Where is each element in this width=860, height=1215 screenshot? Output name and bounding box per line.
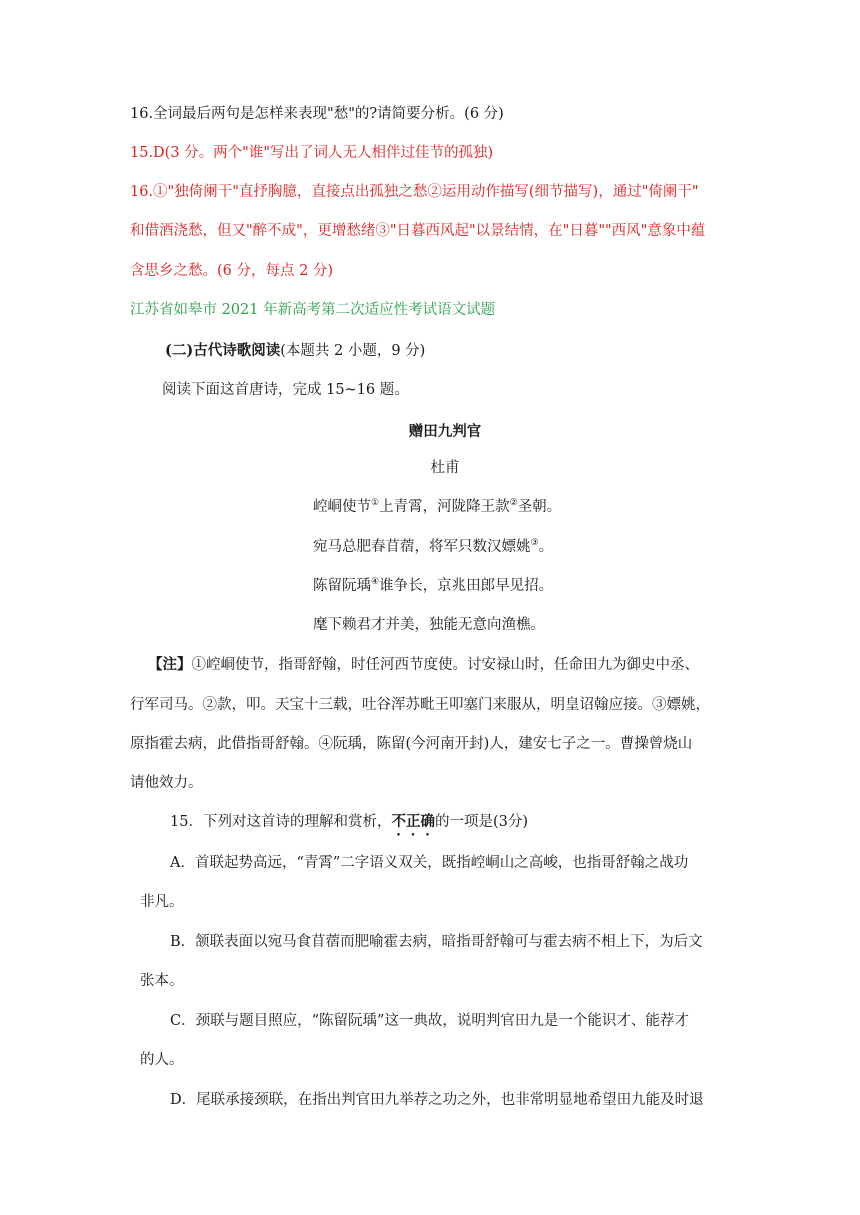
option-a-line-1: A．首联起势高远，“青霄”二字语义双关，既指崆峒山之高峻，也指哥舒翰之战功 — [170, 855, 689, 871]
poem-line-2 — [313, 537, 860, 557]
poem-title: 赠田九判官 — [408, 423, 482, 440]
question-15-stem — [170, 812, 860, 839]
section-heading — [165, 341, 860, 361]
notes-line-3: 原指霍去病，此借指哥舒翰。④阮瑀，陈留(今河南开封)人，建安七子之一。曹操曾烧山 — [130, 736, 693, 752]
answer-16-line-1: 16.①"独倚阑干"直抒胸臆，直接点出孤独之愁②运用动作描写(细节描写)，通过"倚阑干" — [130, 184, 699, 200]
section-desc: (本题共 2 小题，9 分) — [280, 343, 426, 359]
note-marker-2: ② — [509, 498, 518, 509]
question-16: 16.全词最后两句是怎样来表现"愁"的?请简要分析。(6 分) — [130, 106, 504, 122]
answer-16-line-3: 含思乡之愁。(6 分，每点 2 分) — [130, 263, 334, 279]
poem-line-1-b: 上青霄，河陇降王款 — [379, 499, 510, 515]
note-marker-3: ③ — [530, 538, 539, 549]
option-d-line-1: D．尾联承接颈联，在指出判官田九举荐之功之外，也非常明显地希望田九能及时退 — [170, 1092, 704, 1108]
notes-line-4: 请他效力。 — [130, 775, 203, 791]
answer-16-line-2: 和借酒浇愁，但又"醉不成"，更增愁绪③"日暮西风起"以景结情，在"日暮""西风"意象中蕴 — [130, 223, 706, 239]
answer-15: 15.D(3 分。两个"谁"写出了词人无人相伴过佳节的孤独) — [130, 145, 494, 161]
poem-line-2-b: 。 — [538, 539, 554, 555]
q15-stem-b: 的一项是(3分) — [434, 814, 528, 830]
poem-line-3-b: 谁争长，京兆田郎早见招。 — [379, 578, 554, 594]
poem-line-1-a: 崆峒使节 — [313, 499, 371, 515]
notes-line-2: 行军司马。②款，叩。天宝十三载，吐谷浑苏毗王叩塞门来服从，明皇诏翰应接。③嫖姚， — [130, 697, 710, 713]
option-b-line-1: B．颔联表面以宛马食苜蓿而肥喻霍去病，暗指哥舒翰可与霍去病不相上下，为后文 — [170, 934, 703, 950]
poem-line-1-c: 圣朝。 — [517, 499, 562, 515]
poem-author: 杜甫 — [430, 460, 460, 476]
notes-line-1 — [148, 655, 860, 675]
poem-line-4: 麾下赖君才并美，独能无意向渔樵。 — [313, 617, 545, 633]
note-marker-1: ① — [371, 498, 380, 509]
notes-label: 【注】 — [148, 656, 192, 673]
option-c-line-2: 的人。 — [140, 1052, 184, 1068]
source-title: 江苏省如皋市 2021 年新高考第二次适应性考试语文试题 — [130, 302, 496, 318]
option-b-line-2: 张本。 — [140, 973, 184, 989]
poem-line-3-a: 陈留阮瑀 — [313, 578, 371, 594]
section-title: (二)古代诗歌阅读 — [165, 342, 281, 359]
option-c-line-1: C．颈联与题目照应，“陈留阮瑀”这一典故，说明判官田九是一个能识才、能荐才 — [170, 1013, 689, 1029]
option-a-line-2: 非凡。 — [140, 894, 184, 910]
notes-text-1: ①崆峒使节，指哥舒翰，时任河西节度使。讨安禄山时，任命田九为御史中丞、 — [191, 657, 699, 673]
poem-line-2-a: 宛马总肥春苜蓿，将军只数汉嫖姚 — [313, 539, 531, 555]
q15-emphasis: 不正确 — [391, 813, 435, 830]
poem-line-3 — [313, 576, 860, 596]
instruction: 阅读下面这首唐诗，完成 15~16 题。 — [162, 382, 409, 398]
q15-stem-a: 15．下列对这首诗的理解和赏析， — [170, 814, 392, 830]
note-marker-4: ④ — [371, 577, 380, 588]
poem-line-1 — [313, 497, 860, 517]
